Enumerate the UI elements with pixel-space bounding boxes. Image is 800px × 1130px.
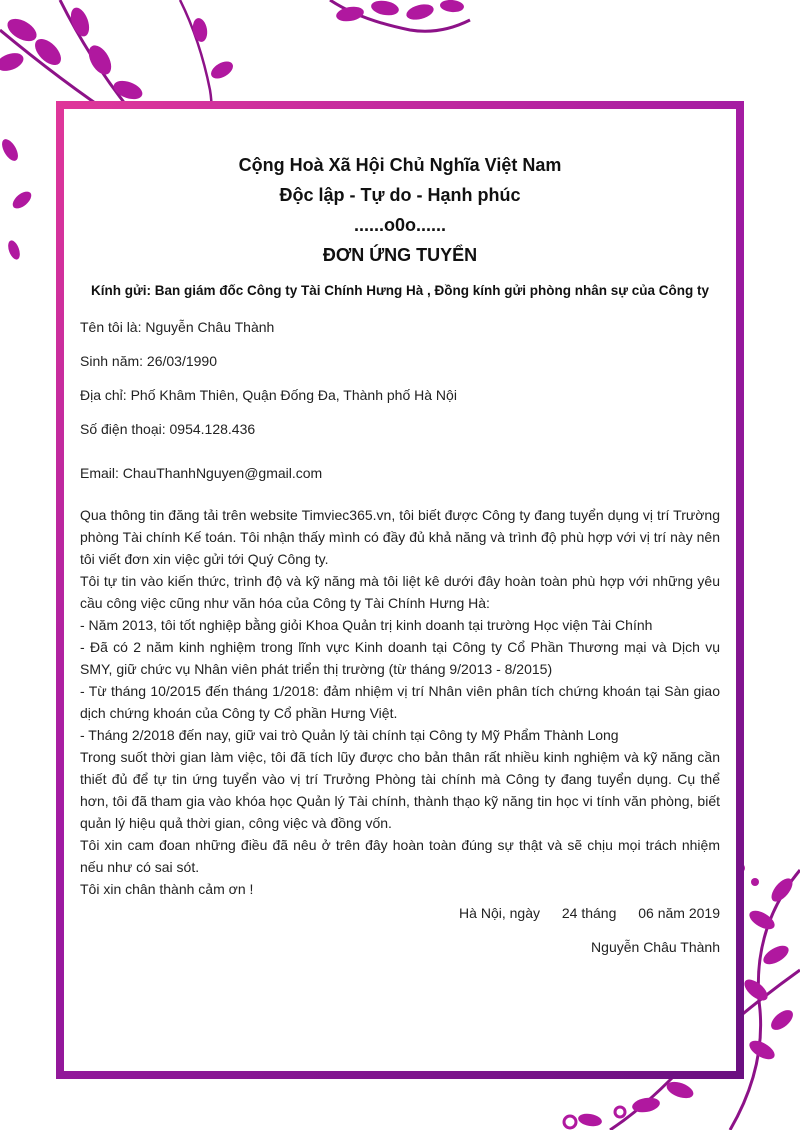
body-paragraph: - Tháng 2/2018 đến nay, giữ vai trò Quản lý tài chính tại Công ty Mỹ Phẩm Thành Long — [80, 727, 619, 743]
date-place: Hà Nội, ngày — [459, 905, 540, 921]
national-title: Cộng Hoà Xã Hội Chủ Nghĩa Việt Nam — [238, 155, 562, 175]
letter-content — [80, 150, 720, 958]
body-paragraph: - Từ tháng 10/2015 đến tháng 1/2018: đảm nhiệm vị trí Nhân viên phân tích chứng khoán tại Sàn giao dịch chứng khoán của Công ty Cổ phần Hưng Việt. — [80, 683, 720, 721]
signer-name: Nguyễn Châu Thành — [591, 939, 720, 955]
body-paragraph: Trong suốt thời gian làm việc, tôi đã tích lũy được cho bản thân rất nhiều kinh nghiệm và kỹ năng cần thiết đủ để tự tin ứng tuyển vào vị trí Trưởng Phòng tài chính mà Công ty đang tuyển dụng. Cụ thể hơn, tôi đã tham gia vào khóa học Quản lý Tài chính, thành thạo kỹ năng tin học vi tính văn phòng, biết quản lý hiệu quả thời gian, công việc và đồng vốn. — [80, 749, 720, 831]
body-paragraph: Qua thông tin đăng tải trên website Timviec365.vn, tôi biết được Công ty đang tuyển dụng vị trí Trường phòng Tài chính Kế toán. Tôi nhận thấy mình có đầy đủ khả năng và trình độ phù hợp với vị trí này nên tôi viết đơn xin việc gửi tới Quý Công ty. — [80, 507, 720, 567]
applicant-name: Tên tôi là: Nguyễn Châu Thành — [80, 319, 275, 335]
body-paragraph: Tôi xin chân thành cảm ơn ! — [80, 881, 254, 897]
applicant-address: Địa chỉ: Phố Khâm Thiên, Quận Đống Đa, Thành phố Hà Nội — [80, 387, 457, 403]
body-paragraph: Tôi xin cam đoan những điều đã nêu ở trên đây hoàn toàn đúng sự thật và sẽ chịu mọi trách nhiệm nếu như có sai sót. — [80, 837, 720, 875]
date-day-month: 24 tháng — [561, 905, 617, 921]
body-paragraph: - Đã có 2 năm kinh nghiệm trong lĩnh vực Kinh doanh tại Công ty Cổ Phần Thương mại và Dịch vụ SMY, giữ chức vụ Nhân viên phát triển thị trường (từ tháng 9/2013 - 8/2015) — [80, 639, 720, 677]
applicant-birth: Sinh năm: 26/03/1990 — [80, 353, 217, 369]
body-paragraph: Tôi tự tin vào kiến thức, trình độ và kỹ năng mà tôi liệt kê dưới đây hoàn toàn phù hợp với những yêu cầu công việc cũng như văn hóa của Công ty Tài Chính Hưng Hà: — [80, 573, 720, 611]
national-motto: Độc lập - Tự do - Hạnh phúc — [279, 185, 521, 205]
recipient-line: Kính gửi: Ban giám đốc Công ty Tài Chính Hưng Hà , Đồng kính gửi phòng nhân sự của Công ty — [90, 283, 710, 298]
date-line — [80, 902, 720, 924]
applicant-email: Email: ChauThanhNguyen@gmail.com — [80, 465, 323, 481]
header-separator: ......o0o...... — [353, 215, 446, 235]
letter-body — [80, 504, 720, 900]
date-year: 06 năm 2019 — [638, 905, 720, 921]
document-title: ĐƠN ỨNG TUYỂN — [322, 245, 478, 265]
body-paragraph: - Năm 2013, tôi tốt nghiệp bằng giỏi Khoa Quản trị kinh doanh tại trường Học viện Tài Chính — [80, 617, 653, 633]
applicant-phone: Số điện thoại: 0954.128.436 — [80, 421, 256, 437]
